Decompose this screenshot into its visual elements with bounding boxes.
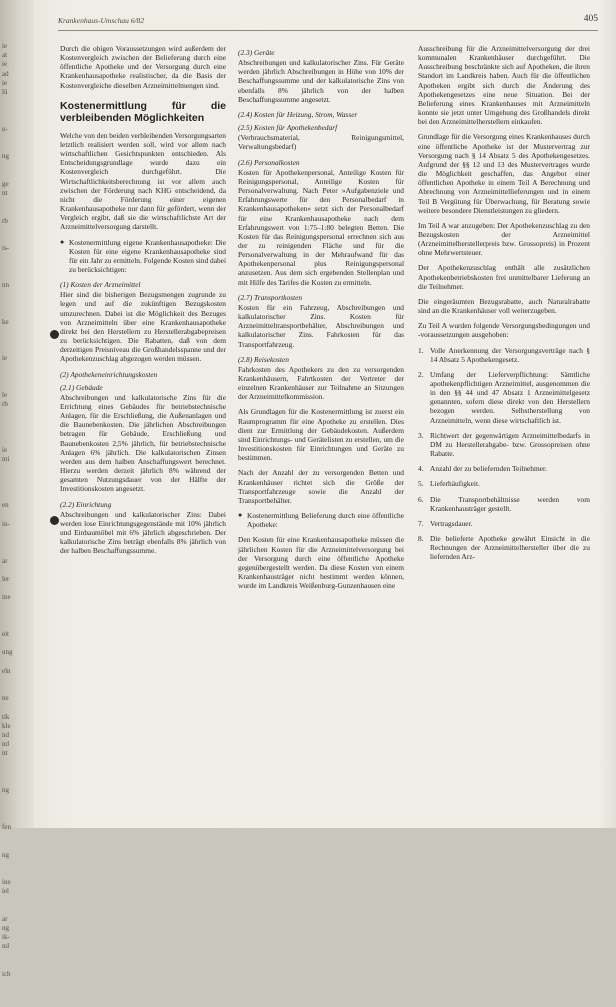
paragraph: Im Teil A war anzugeben: Der Apothekenzuschlag zu den Bezugskosten der Arzneimittel (Arzneimittelherstellerpreis bzw. Grossopreis) in Prozent ohne Mehrwertsteuer. [418, 220, 590, 258]
margin-fragment [2, 116, 30, 125]
margin-fragment: le [2, 391, 8, 400]
margin-fragment [2, 143, 30, 152]
margin-fragment: ar [2, 556, 8, 565]
margin-fragment [2, 483, 30, 492]
margin-fragment: ung [2, 648, 13, 657]
margin-fragment: iel [2, 887, 9, 896]
margin-fragment [2, 979, 30, 988]
column-left [60, 44, 226, 562]
page-number: 405 [583, 14, 598, 24]
margin-fragment: ine [2, 593, 11, 602]
margin-fragment [2, 612, 30, 621]
margin-fragment: ie [2, 354, 8, 363]
list-item: 3. Richtwert der gegenwärtigen Arzneimittelbedarfs in DM zu Herstellerabgabe- bzw. Grossopreisen ohne Rabatte. [418, 430, 590, 459]
margin-fragment [2, 272, 30, 281]
subsection-title: (2.8) Reisekosten [238, 354, 289, 364]
margin-fragment [2, 492, 30, 501]
intro-paragraph: Durch die obigen Voraussetzungen wird außerdem der Kostenvergleich zwischen der Belieferung durch eine öffentliche Apotheke und der Versorgung durch eine Krankenhausapotheke realistischer, da die Basis der Kostenvergleiche dieselben Arzneimittelmengen sind. [60, 44, 226, 90]
paragraph: Den Kosten für eine Krankenhausapotheke müssen die jährlichen Kosten für die Arzneimittelversorgung bei der Versorgung durch eine öffentliche Apotheke gegenübergestellt werden. Da diese Kosten von einem Krankenhausträger nicht bestimmt werden können, wurde im Landkreis Weißenburg-Gunzenhausen eine [238, 535, 404, 591]
margin-fragment [2, 998, 30, 1007]
margin-fragment [2, 584, 30, 593]
margin-fragment [2, 437, 30, 446]
journal-issue: Krankenhaus-Umschau 6/82 [58, 16, 145, 25]
paragraph: (Verbrauchsmaterial, Reinigungsmittel, Verwaltungsbedarf) [238, 133, 404, 152]
margin-fragment: ke [2, 317, 9, 326]
bullet-paragraph: ● Kostenermittlung eigene Krankenhausapotheke: Die Kosten für eine eigene Krankenhausapotheke sind für ein Jahr zu ermitteln. Folgende Kosten sind dabei zu berücksichtigen: [60, 238, 226, 275]
subsection-title: (2.5) Kosten für Apothekenbedarf [238, 123, 338, 133]
margin-fragment [2, 308, 30, 317]
margin-fragment: nt [2, 189, 8, 197]
margin-fragment: fen [2, 822, 11, 831]
margin-fragment [2, 419, 30, 428]
paragraph: Fahrkosten des Apothekers zu den zu versorgenden Krankenhäusern, Fahrtkosten der Vertreter der einzelnen Krankenhäuser zur Teilnahme an Sitzungen der Arzneimittelkommission. [238, 364, 404, 402]
paragraph: Als Grundlagen für die Kostenermittlung ist zuerst ein Raumprogramm für eine Apotheke zu erstellen. Dies dient zur Ermittlung der Gebäudekosten. Außerdem sind Einrichtungs- und Gerätelisten zu erstellen, um die Investitionskosten für Einrichtungen und Geräte zu bestimmen. [238, 407, 404, 463]
numbered-list [418, 346, 590, 562]
margin-fragment [2, 547, 30, 556]
paragraph: Abschreibungen und kalkulatorischer Zins: Dabei werden lose Einrichtungsgegenstände mit 10% jährlich und Einbaumöbel mit 6% jährlich abgeschrieben. Der kalkulatorische Zins beträgt ebenfalls 8% jährlich von der halben Beschaffungssumme. [60, 509, 226, 556]
page-edge-shadow [598, 0, 616, 828]
margin-fragment [2, 805, 30, 814]
subsection-title: (1) Kosten der Arzneimittel [60, 280, 141, 290]
margin-fragment: ine [2, 878, 11, 887]
paragraph: Nach der Anzahl der zu versorgenden Betten und Krankenhäuser richtet sich die Größe der Transportfahrzeuge sowie die Anzahl der Transportbehälter. [238, 468, 404, 505]
margin-fragment [2, 704, 30, 713]
margin-fragment [2, 952, 30, 961]
margin-fragment: ng [2, 786, 9, 795]
subsection-title: (2.6) Personalkosten [238, 157, 300, 167]
margin-fragment: is- [2, 244, 9, 253]
column-right [418, 44, 590, 568]
header-rule [58, 30, 598, 31]
margin-fragment: ich [2, 969, 11, 978]
margin-fragment [2, 161, 30, 170]
margin-fragment: ie [2, 42, 8, 50]
punch-hole [50, 330, 59, 339]
margin-fragment [2, 529, 30, 538]
paragraph: Die eingeräumten Bezugsrabatte, auch Naturalrabatte sind an die Krankenhäuser voll weiterzugeben. [418, 296, 590, 316]
subsection-title: (2.2) Einrichtung [60, 499, 112, 509]
margin-fragment [2, 896, 30, 905]
paragraph: Ausschreibung für die Arzneimittelversorgung der drei kommunalen Krankenhäuser durchgeführt. Die Ausschreibung beschränkte sich auf Apotheken, die ihren Standort im Landkreis haben. Auch für die öffentlichen Apotheken ergibt sich durch die Änderung des Apothekengesetzes eine neue Situation. Bei der Belieferung eines Krankenhauses mit Arzneimitteln konnte sie jetzt unter Umgehung des Großhandels direkt bei den Arzneimittelherstellern einkaufen. [418, 44, 590, 127]
margin-fragment [2, 428, 30, 437]
margin-fragment: at [2, 51, 8, 60]
margin-fragment [2, 134, 30, 143]
paragraph: Kosten für ein Fahrzeug, Abschreibungen und kalkulatorischer Zins. Kosten für Arzneimitteltransportbehälter, Abschreibungen und kalkulatorischer Zins. Fahrkosten für das Transportfahrzeug. [238, 302, 404, 349]
margin-fragment [2, 373, 30, 382]
bullet-paragraph: ● Kostenermittlung Belieferung durch eine öffentliche Apotheke: [238, 511, 404, 529]
margin-fragment [2, 511, 30, 520]
margin-fragment: ie [2, 446, 8, 455]
margin-fragment: nd [2, 942, 9, 951]
margin-fragment: eln [2, 666, 11, 675]
margin-fragment [2, 253, 30, 262]
subsection-title: (2.1) Gebäude [60, 382, 103, 392]
previous-page-fragments [2, 42, 30, 1007]
margin-fragment: mi [2, 455, 10, 464]
margin-fragment [2, 97, 30, 106]
margin-fragment [2, 364, 30, 373]
paragraph: Abschreibungen und kalkulatorischer Zins. Für Geräte werden jährlich Abschreibungen in Höhe von 10% der Beschaffungssumme und der kalkulatorische Zins von ebenfalls 8% jährlich von der halben Beschaffungssumme angesetzt. [238, 58, 404, 104]
margin-fragment [2, 382, 30, 391]
margin-fragment: nt [2, 749, 8, 758]
punch-hole [50, 516, 59, 525]
margin-fragment: lü [2, 87, 8, 96]
margin-fragment [2, 345, 30, 354]
list-item: 1. Volle Anerkennung der Versorgungsverträge nach § 14 Absatz 5 Apothekengesetz. [418, 345, 590, 364]
margin-fragment: nd [2, 740, 9, 749]
margin-fragment [2, 988, 30, 997]
margin-fragment: nn [2, 280, 9, 289]
margin-fragment: ng [2, 850, 9, 859]
subsection-title: (2.4) Kosten für Heizung, Strom, Wasser [238, 109, 358, 119]
margin-fragment: nd [2, 731, 9, 740]
margin-fragment [2, 327, 30, 336]
list-item: 7. Vertragsdauer. [418, 518, 473, 528]
list-item: 4. Anzahl der zu beliefernden Teilnehmer. [418, 464, 547, 474]
margin-fragment: ie [2, 60, 8, 69]
list-item: 6. Die Transportbehältnisse werden vom Krankenhausträger gestellt. [418, 494, 590, 513]
margin-fragment: ler [2, 574, 10, 583]
list-item: 8. Die belieferte Apotheke gewährt Einsicht in die Rechnungen der Arzneimittelhersteller über die zu liefernden Arz- [418, 534, 590, 562]
margin-fragment [2, 621, 30, 630]
section-heading: Kostenermittlung für die verbleibenden Möglichkeiten [60, 99, 226, 124]
margin-fragment: ie [2, 78, 8, 87]
margin-fragment: ng [2, 924, 9, 932]
list-item: 2. Umfang der Lieferverpflichtung: Sämtliche apothekenpflichtigen Arzneimittel, ausgenommen die in den §§ 44 und 47 Absatz 1 Arzneimittelgesetz genannten, sofern diese direkt von den Herstellern bezogen werden. Selbstherstellung von Arzneimitteln, wenn diese wirtschaftlich ist. [418, 369, 590, 425]
margin-fragment [2, 290, 30, 299]
margin-fragment [2, 961, 30, 970]
margin-fragment [2, 795, 30, 804]
margin-fragment: ar [2, 914, 8, 923]
margin-fragment [2, 299, 30, 308]
margin-fragment [2, 106, 30, 115]
margin-fragment [2, 814, 30, 823]
paragraph: Grundlage für die Versorgung eines Krankenhauses durch eine öffentliche Apotheke ist der Mustervertrag zur Versorgung nach § 14 Absatz 5 des Apothekengesetzes. Aufgrund der §§ 12 und 13 des Mustervertrages wurde die Möglichkeit geschaffen, das Angebot einer öffentlichen Apotheke in einem Teil A Berechnung und Abrechnung von Arzneimittellieferungen und in einem Teil B Vergütung für Überwachung, für Beratung sowie weitere besondere Dienstleistungen zu gliedern. [418, 132, 590, 215]
margin-fragment: ne [2, 694, 9, 703]
margin-fragment [2, 602, 30, 611]
margin-fragment [2, 538, 30, 547]
list-item: 5. Lieferhäufigkeit. [418, 479, 480, 489]
margin-fragment: ad [2, 69, 9, 78]
paragraph: Kosten für Apothekenpersonal, Anteilige Kosten für Reinigungspersonal, Anteilige Kosten für Personalverwaltung. Nach Peter »Aufgabenziele und Erfahrungswerte für den Personalbedarf in Krankenhausapotheken« setzt sich der Personalbedarf für eine Krankenhausapotheke nach dem Erfahrungswert von 1:75–1:80 belegten Betten. Die Kosten für das Reinigungspersonal errechnen sich aus der zu reinigenden Fläche und für die Personalverwaltung in der Mehraufwand für das Apothekenpersonal plus Reinigungspersonal anzusetzen. Aus dem sich ergebenden Stellenplan und mit Hilfe des Tarifes die Kosten zu ermitteln. [238, 167, 404, 287]
margin-fragment [2, 235, 30, 244]
margin-fragment [2, 465, 30, 474]
margin-fragment: rb [2, 400, 8, 409]
margin-fragment [2, 263, 30, 272]
subsection-title: (2.7) Transportkosten [238, 292, 303, 302]
margin-fragment: kle [2, 721, 11, 730]
margin-fragment: ik- [2, 933, 10, 942]
margin-fragment [2, 869, 30, 878]
subsection-title: (2) Apothekeneinrichtungskosten [60, 369, 158, 379]
margin-fragment [2, 226, 30, 235]
margin-fragment: en [2, 501, 9, 510]
margin-fragment: in- [2, 519, 10, 528]
margin-fragment [2, 566, 30, 575]
running-header [58, 14, 598, 28]
column-middle [238, 44, 404, 596]
paragraph: Der Apothekenzuschlag enthält alle zusätzlichen Apothekenbetriebskosten frei unmittelbarer Lieferung an die Teilnehmer. [418, 263, 590, 291]
margin-fragment: u- [2, 124, 8, 133]
margin-fragment [2, 198, 30, 207]
margin-fragment: eit [2, 630, 9, 638]
paragraph: Zu Teil A wurden folgende Versorgungsbedingungen und -voraussetzungen ausgehoben: [418, 321, 590, 340]
margin-fragment [2, 676, 30, 685]
paragraph: Welche von den beiden verbleibenden Versorgungsarten letztlich realisiert werden soll, wird vor allem nach wirtschaftlichen Gesichtspunkten entschieden. Als Entscheidungsgrundlage wurde dazu ein Kostenvergleich durchgeführt. Die Wirtschaftlichkeitsberechnung ist vor allem auch zwischen der Förderung nach KHG entscheidend, da nicht die Förderung einer eigenen Krankenhausapotheke nur dann für gefördert, wenn der Vergleich ergibt, daß sie die wirtschaftlichste Art der Arzneimittelversorgung darstellt. [60, 130, 226, 232]
margin-fragment [2, 906, 30, 915]
margin-fragment [2, 759, 30, 768]
margin-fragment [2, 768, 30, 777]
margin-fragment [2, 841, 30, 850]
margin-fragment [2, 171, 30, 180]
margin-fragment [2, 832, 30, 841]
paragraph: Abschreibungen und kalkulatorische Zins für die Errichtung eines Gebäudes für betriebstechnische Anlagen, für die Erschließung, die Außenanlagen und die Baunebenkosten. Die jährlichen Abschreibungen betragen für Gebäude, Erschließung und Baunebenkosten 2,5% jährlich, für betriebstechnische Anlagen 6% jährlich. Die kalkulatorischen Zinsen werden aus dem halben Anschaffungswert berechnet. Hierzu werden derzeit jährlich 8% während der gesamten Nutzungsdauer von der Hälfte der Investitionskosten angesetzt. [60, 392, 226, 494]
margin-fragment: tik [2, 712, 10, 721]
margin-fragment [2, 658, 30, 667]
margin-fragment [2, 474, 30, 483]
margin-fragment: rb [2, 216, 8, 225]
margin-fragment [2, 685, 30, 694]
margin-fragment [2, 639, 30, 648]
margin-fragment [2, 336, 30, 345]
margin-fragment: ng [2, 152, 9, 161]
paragraph: Hier sind die bisherigen Bezugsmengen zugrunde zu legen und auf die zukünftigen Bezugskosten umzurechnen. Dabei ist die Möglichkeit des Bezuges von Arzneimitteln über eine Krankenhausapotheke direkt bei den Herstellern zu Herstellerabgabepreisen zu berücksichtigen. Die Rabatten, daß von dem derzeitigen Preisniveau die Großhandelsspanne und der Apothekenzuschlag abgezogen werden müssen. [60, 290, 226, 364]
margin-fragment [2, 207, 30, 216]
subsection-title: (2.3) Geräte [238, 48, 275, 57]
margin-fragment [2, 777, 30, 786]
margin-fragment [2, 860, 30, 869]
margin-fragment: ge [2, 179, 9, 188]
margin-fragment [2, 410, 30, 419]
